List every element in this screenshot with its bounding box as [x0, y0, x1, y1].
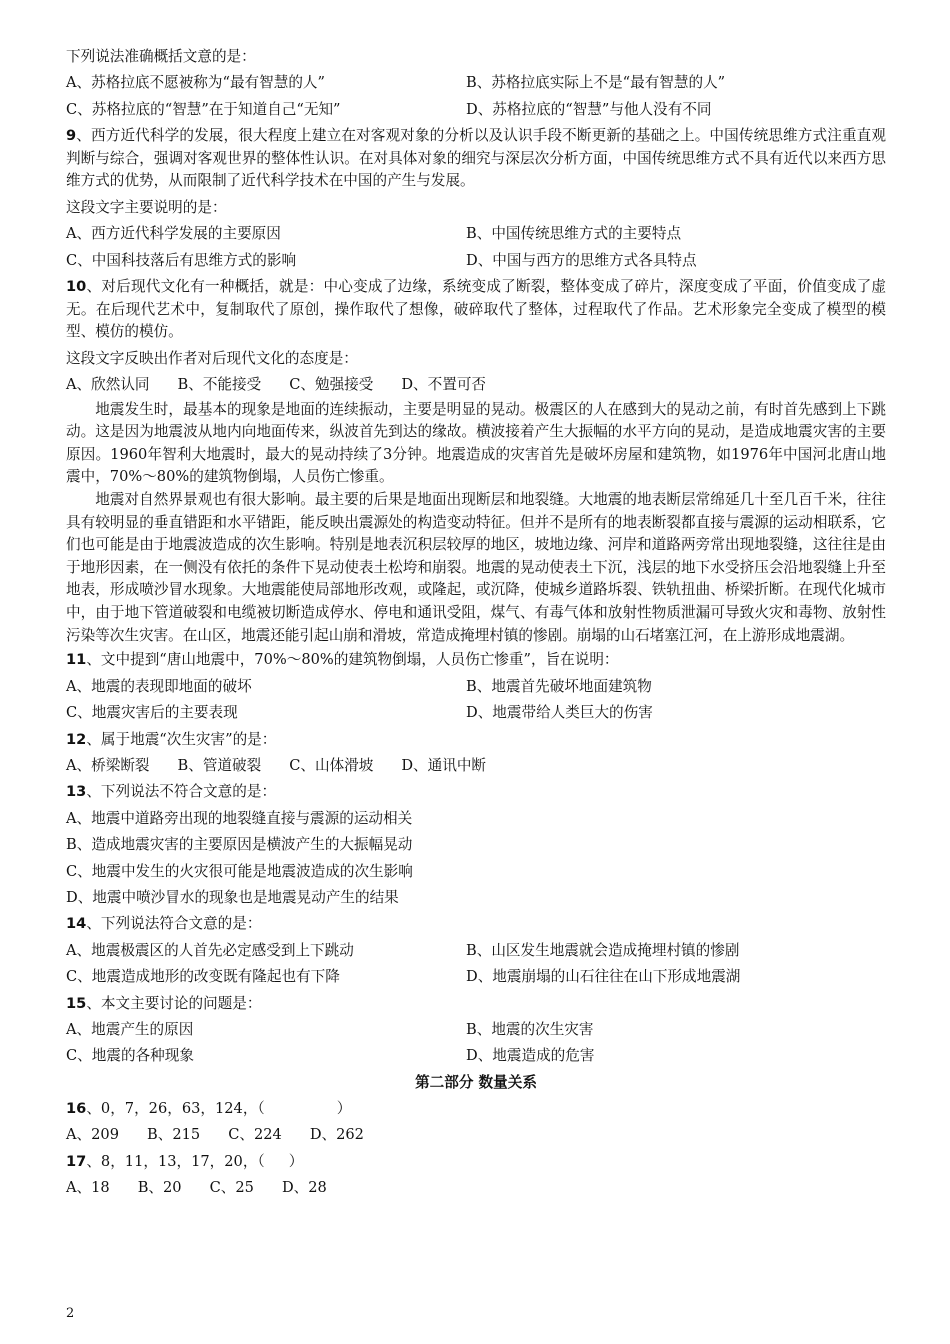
option-d: D、地震中喷沙冒水的现象也是地震晃动产生的结果: [66, 888, 399, 906]
passage-paragraph: 地震对自然界景观也有很大影响。最主要的后果是地面出现断层和地裂缝。大地震的地表断层常绵延几十至几百千米，往往具有较明显的垂直错距和水平错距，能反映出震源处的构造变动特征。但并不是所有的地表断裂都直接与震源的运动相联系，它们也可能是由于地震波造成的次生影响。特别是地表沉积层较厚的地区，坡地边缘、河岸和道路两旁常出现地裂缝，这往往是由于地形因素，在一侧没有依托的条件下晃动使表土松垮和崩裂。地震的晃动使表土下沉，浅层的地下水受挤压会沿地裂缝上升至地表，形成喷沙冒水现象。大地震能使局部地形改观，或隆起，或沉降，使城乡道路坼裂、铁轨扭曲、桥梁折断。在现代化城市中，由于地下管道破裂和电缆被切断造成停水、停电和通讯受阻，煤气、有毒气体和放射性物质泄漏可导致火灾和毒物、放射性污染等次生灾害。在山区，地震还能引起山崩和滑坡，常造成掩埋村镇的惨剧。崩塌的山石堵塞江河，在上游形成地震湖。: [66, 491, 886, 644]
option-a: A、桥梁断裂: [66, 756, 150, 774]
option-a: A、地震极震区的人首先必定感受到上下跳动: [66, 941, 354, 959]
question-16: [66, 1096, 886, 1122]
option-b: B、地震首先破坏地面建筑物: [466, 677, 652, 695]
question-12: [66, 727, 886, 753]
question-text: 、本文主要讨论的问题是：: [86, 994, 262, 1012]
question-14: [66, 911, 886, 937]
question-stem: 下列说法准确概括文意的是：: [66, 48, 256, 65]
options-row: [66, 97, 886, 123]
option-d: D、地震崩塌的山石往往在山下形成地震湖: [466, 968, 741, 986]
option-c: C、地震中发生的火灾很可能是地震波造成的次生影响: [66, 862, 413, 880]
option-d: D、地震带给人类巨大的伤害: [466, 704, 653, 722]
question-number: 12: [66, 730, 87, 748]
options-row: [66, 964, 886, 990]
option-a: A、地震产生的原因: [66, 1020, 194, 1038]
question-11: [66, 649, 886, 672]
question-15: [66, 991, 886, 1017]
option-d: D、262: [309, 1126, 364, 1144]
question-text: 、文中提到“唐山地震中，70%～80%的建筑物倒塌，人员伤亡惨重”，旨在说明：: [86, 651, 619, 669]
options-row: [66, 1017, 886, 1043]
question-number: 15: [66, 994, 87, 1012]
options-row: [66, 1122, 886, 1148]
option-b: B、山区发生地震就会造成掩埋村镇的惨剧: [466, 941, 740, 959]
option-c: C、地震灾害后的主要表现: [66, 704, 238, 722]
option-c: C、224: [228, 1126, 282, 1144]
question-17: [66, 1149, 886, 1175]
question-text: 、0，7，26，63，124，（: [86, 1100, 265, 1118]
options-row: [66, 938, 886, 964]
question-text: 、下列说法不符合文意的是：: [86, 783, 277, 801]
option-c: C、勉强接受: [289, 376, 374, 394]
question-text: 、西方近代科学的发展，很大程度上建立在对客观对象的分析以及认识手段不断更新的基础之上。中国传统思维方式注重直观判断与综合，强调对客观世界的整体性认识。在对具体对象的细究与深层次分析方面，中国传统思维方式不具有近代以来西方思维方式的优势，从而限制了近代科学技术在中国的产生与发展。: [66, 127, 886, 190]
document-page: [66, 44, 886, 1202]
option-c: C、地震的各种现象: [66, 1047, 194, 1065]
question-number: 9: [66, 127, 77, 145]
question-text: 、下列说法符合文意的是：: [86, 915, 262, 933]
option-b: B、苏格拉底实际上不是“最有智慧的人”: [466, 74, 726, 92]
option-d: D、苏格拉底的“智慧”与他人没有不同: [466, 100, 712, 118]
question-13: [66, 779, 886, 805]
option-b: B、不能接受: [177, 376, 262, 394]
options-row: [66, 221, 886, 247]
question-number: 11: [66, 651, 87, 669]
option-d: D、通讯中断: [401, 756, 487, 774]
option-d: D、28: [281, 1179, 327, 1197]
question-number: 16: [66, 1100, 87, 1118]
options-row: [66, 70, 886, 96]
option-a: A、18: [66, 1179, 110, 1197]
option-c: C、25: [209, 1179, 254, 1197]
question-10: [66, 276, 886, 344]
option-b: B、地震的次生灾害: [466, 1020, 594, 1038]
option-c: C、苏格拉底的“智慧”在于知道自己“无知”: [66, 100, 341, 118]
question-bracket-close: ）: [288, 1152, 304, 1170]
option-a: A、地震的表现即地面的破坏: [66, 677, 252, 695]
options-row: [66, 753, 886, 779]
question-number: 14: [66, 915, 87, 933]
options-row: [66, 674, 886, 700]
option-a: A、地震中道路旁出现的地裂缝直接与震源的运动相关: [66, 809, 413, 827]
question-stem: 这段文字反映出作者对后现代文化的态度是：: [66, 349, 358, 367]
options-row: [66, 372, 886, 398]
question-9: [66, 125, 886, 193]
section-title: 第二部分 数量关系: [415, 1073, 537, 1091]
question-text: 、8，11，13，17，20，（: [86, 1152, 265, 1170]
option-c: C、地震造成地形的改变既有隆起也有下降: [66, 968, 340, 986]
option-d: D、地震造成的危害: [466, 1047, 595, 1065]
question-number: 10: [66, 278, 87, 296]
question-text: 、属于地震“次生灾害”的是：: [86, 730, 277, 748]
option-c: C、中国科技落后有思维方式的影响: [66, 251, 297, 269]
options-row: [66, 1175, 886, 1201]
question-bracket-close: ）: [336, 1100, 352, 1118]
option-a: A、209: [66, 1126, 119, 1144]
option-b: B、215: [147, 1126, 201, 1144]
option-c: C、山体滑坡: [289, 756, 374, 774]
question-stem: 这段文字主要说明的是：: [66, 198, 227, 216]
option-b: B、造成地震灾害的主要原因是横波产生的大振幅晃动: [66, 836, 413, 854]
options-row: [66, 248, 886, 274]
question-text: 、对后现代文化有一种概括，就是：中心变成了边缘，系统变成了断裂，整体变成了碎片，深度变成了平面，价值变成了虚无。在后现代艺术中，复制取代了原创，操作取代了想像，破碎取代了整体，过程取代了作品。艺术形象完全变成了模型的模型、模仿的模仿。: [66, 278, 886, 341]
option-b: B、20: [137, 1179, 182, 1197]
question-number: 13: [66, 783, 87, 801]
option-a: A、苏格拉底不愿被称为“最有智慧的人”: [66, 74, 325, 92]
options-row: [66, 1043, 886, 1069]
option-d: D、中国与西方的思维方式各具特点: [466, 251, 697, 269]
option-d: D、不置可否: [401, 376, 487, 394]
option-a: A、西方近代科学发展的主要原因: [66, 225, 281, 243]
options-row: [66, 700, 886, 726]
option-b: B、管道破裂: [177, 756, 262, 774]
option-a: A、欣然认同: [66, 376, 150, 394]
page-number: 2: [66, 1306, 75, 1321]
option-b: B、中国传统思维方式的主要特点: [466, 225, 682, 243]
passage-paragraph: 地震发生时，最基本的现象是地面的连续振动，主要是明显的晃动。极震区的人在感到大的晃动之前，有时首先感到上下跳动。这是因为地震波从地内向地面传来，纵波首先到达的缘故。横波接着产生大振幅的水平方向的晃动，是造成地震灾害的主要原因。1960年智利大地震时，最大的晃动持续了3分钟。地震造成的灾害首先是破坏房屋和建筑物，如1976年中国河北唐山地震中，70%～80%的建筑物倒塌，人员伤亡惨重。: [66, 400, 886, 486]
question-number: 17: [66, 1152, 87, 1170]
